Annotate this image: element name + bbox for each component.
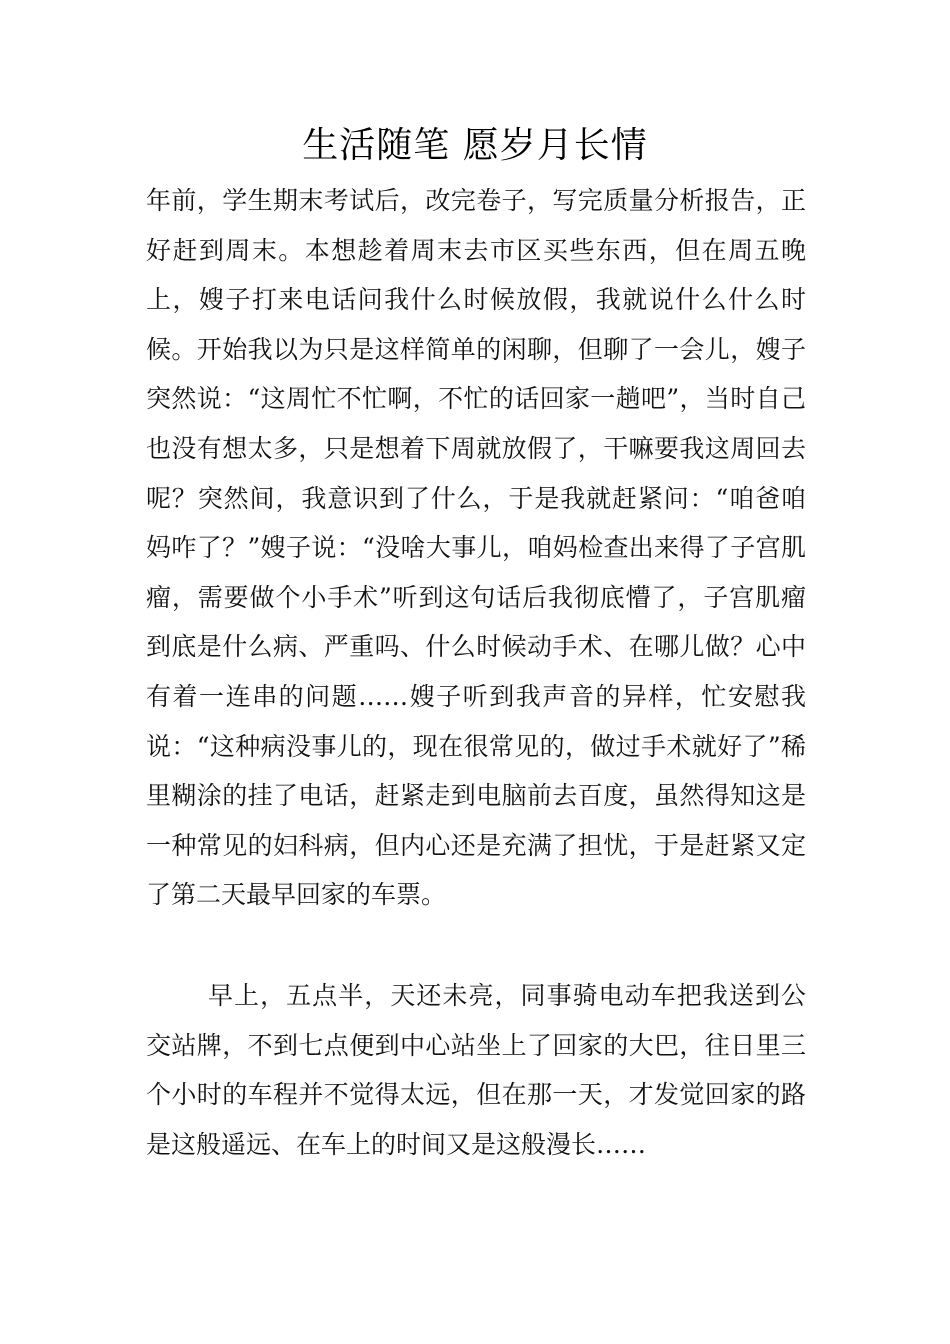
- paragraph-2: 早上，五点半，天还未亮，同事骑电动车把我送到公交站牌，不到七点便到中心站坐上了回家的大巴，往日里三个小时的车程并不觉得太远，但在那一天，才发觉回家的路是这般遥远、在车上的时间又是这般漫长……: [146, 981, 806, 1159]
- document-title: 生活随笔 愿岁月长情: [302, 125, 648, 166]
- paragraph-1: 年前，学生期末考试后，改完卷子，写完质量分析报告，正好赶到周末。本想趁着周末去市区买些东西，但在周五晚上，嫂子打来电话问我什么时候放假，我就说什么什么时候。开始我以为只是这样简单的闲聊，但聊了一会儿，嫂子突然说：“这周忙不忙啊，不忙的话回家一趟吧”，当时自己也没有想太多，只是想着下周就放假了，干嘛要我这周回去呢？突然间，我意识到了什么，于是我就赶紧问：“咱爸咱妈咋了？”嫂子说：“没啥大事儿，咱妈检查出来得了子宫肌瘤，需要做个小手术”听到这句话后我彻底懵了，子宫肌瘤到底是什么病、严重吗、什么时候动手术、在哪儿做？心中有着一连串的问题……嫂子听到我声音的异样，忙安慰我说：“这种病没事儿的，现在很常见的，做过手术就好了”稀里糊涂的挂了电话，赶紧走到电脑前去百度，虽然得知这是一种常见的妇科病，但内心还是充满了担忧，于是赶紧又定了第二天最早回家的车票。: [146, 186, 806, 910]
